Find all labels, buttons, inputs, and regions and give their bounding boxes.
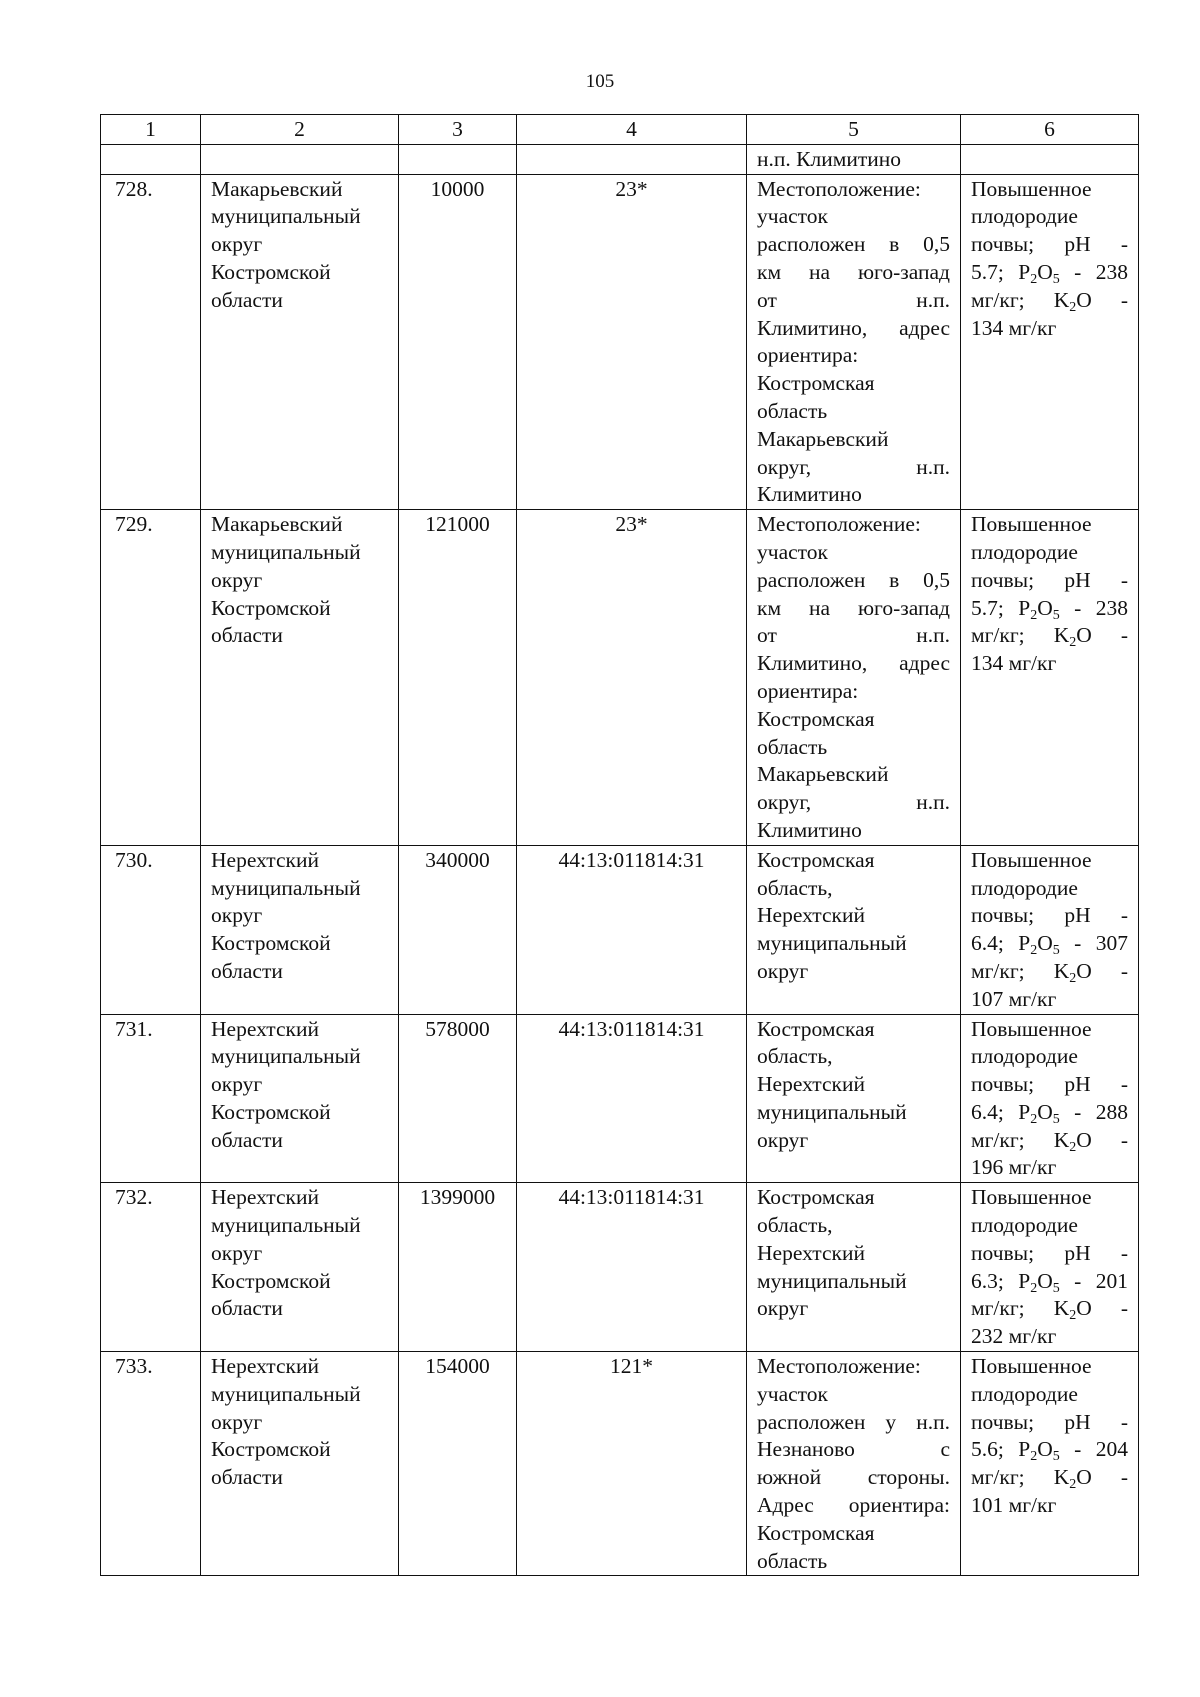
- soil-p2o5-line: 6.4; $P_2O_5 - 307$: [971, 931, 1128, 959]
- soil-line: плодородие: [971, 1044, 1078, 1069]
- column-header: 6: [961, 115, 1139, 145]
- soil-line: Повышенное: [971, 512, 1092, 537]
- soil-k2o-value: 101 мг/кг: [971, 1493, 1057, 1518]
- district-line: муниципальный: [211, 539, 361, 564]
- soil-line: плодородие: [971, 1381, 1078, 1406]
- soil-p2o5-value: 201: [1095, 1268, 1128, 1293]
- soil-ph-value: 5.7;: [971, 259, 1004, 284]
- district-line: муниципальный: [211, 875, 361, 900]
- soil-line: плодородие: [971, 204, 1078, 229]
- district-line: округ: [211, 232, 263, 257]
- location-line: Климитино, адрес: [757, 315, 950, 340]
- soil-p2o5-line: 5.7; $P_2O_5 - 238$: [971, 259, 1128, 287]
- soil-line: плодородие: [971, 539, 1078, 564]
- location-line: Костромская: [757, 706, 875, 731]
- location-line: участок: [757, 204, 828, 229]
- soil-ph-line: [971, 1071, 1128, 1099]
- soil-ph-value: 6.4;: [971, 931, 1004, 956]
- location-line: область: [757, 398, 828, 423]
- soil-word: pH: [1064, 567, 1091, 592]
- area-cell: 121000: [399, 510, 517, 846]
- location-line: Незнаново с: [757, 1437, 950, 1462]
- location-line: участок: [757, 539, 828, 564]
- location-line: область: [757, 1548, 828, 1573]
- location-line: ориентира:: [757, 678, 859, 703]
- location-line: муниципальный: [757, 931, 907, 956]
- soil-p2o5-value: 204: [1095, 1437, 1128, 1462]
- table-row: [101, 845, 1139, 1014]
- location-line: округ: [757, 1127, 809, 1152]
- soil-p2o5-line: 6.3; $P_2O_5 - 201$: [971, 1268, 1128, 1296]
- soil-k2o-value: 196 мг/кг: [971, 1155, 1057, 1180]
- soil-k2o-value: 232 мг/кг: [971, 1324, 1057, 1349]
- cadastral-number-cell: 23*: [517, 174, 747, 510]
- row-number-cell: 728.: [101, 174, 201, 510]
- district-line: Нерехтский: [211, 1016, 319, 1041]
- district-line: муниципальный: [211, 204, 361, 229]
- table-row: [101, 1352, 1139, 1576]
- district-line: Нерехтский: [211, 1185, 319, 1210]
- district-line: округ: [211, 1409, 263, 1434]
- location-cell: н.п. Климитино: [747, 144, 961, 174]
- location-cell: [747, 1352, 961, 1576]
- location-line: Климитино: [757, 482, 862, 507]
- row-number-cell: 733.: [101, 1352, 201, 1576]
- district-line: Костромской: [211, 1099, 331, 1124]
- district-cell: [201, 1014, 399, 1183]
- table-row: [101, 510, 1139, 846]
- table-row: [101, 1014, 1139, 1183]
- soil-k2o-line: мг/кг; $K_2O$ -: [971, 287, 1128, 315]
- soil-word: pH: [1064, 903, 1091, 928]
- area-cell: 154000: [399, 1352, 517, 1576]
- soil-ph-line: [971, 902, 1128, 930]
- soil-k2o-line: мг/кг; $K_2O$ -: [971, 623, 1128, 651]
- soil-k2o-value: 107 мг/кг: [971, 986, 1057, 1011]
- soil-ph-line: [971, 567, 1128, 595]
- soil-word: почвы;: [971, 567, 1035, 592]
- district-line: Макарьевский: [211, 176, 343, 201]
- table-row: [101, 174, 1139, 510]
- location-line: расположен у н.п.: [757, 1409, 950, 1434]
- location-line: участок: [757, 1381, 828, 1406]
- district-line: Нерехтский: [211, 1354, 319, 1379]
- district-cell: [201, 1352, 399, 1576]
- soil-line: Повышенное: [971, 1016, 1092, 1041]
- district-cell: [201, 1183, 399, 1352]
- district-line: округ: [211, 1072, 263, 1097]
- cadastral-number-cell: 23*: [517, 510, 747, 846]
- soil-word: pH: [1064, 1409, 1091, 1434]
- location-line: южной стороны.: [757, 1465, 950, 1490]
- location-line: расположен в 0,5: [757, 232, 950, 257]
- soil-word: почвы;: [971, 1409, 1035, 1434]
- row-number-cell: 731.: [101, 1014, 201, 1183]
- location-line: от н.п.: [757, 623, 950, 648]
- location-line: км на юго-запад: [757, 595, 950, 620]
- column-header: 3: [399, 115, 517, 145]
- soil-k2o-line: мг/кг; $K_2O$ -: [971, 1127, 1128, 1155]
- location-line: Костромская: [757, 1016, 875, 1041]
- soil-p2o5-line: 5.7; $P_2O_5 - 238$: [971, 595, 1128, 623]
- soil-line: плодородие: [971, 875, 1078, 900]
- column-header: 5: [747, 115, 961, 145]
- soil-word: почвы;: [971, 232, 1035, 257]
- location-line: от н.п.: [757, 287, 950, 312]
- location-line: Нерехтский: [757, 1072, 865, 1097]
- district-cell: [201, 510, 399, 846]
- soil-ph-line: [971, 231, 1128, 259]
- soil-k2o-line: мг/кг; $K_2O$ -: [971, 1296, 1128, 1324]
- district-line: Нерехтский: [211, 847, 319, 872]
- soil-k2o-value: 134 мг/кг: [971, 651, 1057, 676]
- district-line: Костромской: [211, 931, 331, 956]
- soil-word: pH: [1064, 1072, 1091, 1097]
- location-cell: [747, 510, 961, 846]
- soil-line: плодородие: [971, 1213, 1078, 1238]
- soil-word: pH: [1064, 232, 1091, 257]
- area-cell: 578000: [399, 1014, 517, 1183]
- soil-word: -: [1120, 567, 1129, 592]
- location-cell: [747, 174, 961, 510]
- soil-word: почвы;: [971, 1072, 1035, 1097]
- soil-k2o-line: мг/кг; $K_2O$ -: [971, 1465, 1128, 1493]
- soil-word: -: [1120, 232, 1129, 257]
- location-line: область: [757, 734, 828, 759]
- cadastral-number-cell: 44:13:011814:31: [517, 845, 747, 1014]
- area-cell: 1399000: [399, 1183, 517, 1352]
- district-line: Костромской: [211, 259, 331, 284]
- soil-characteristics-cell: [961, 845, 1139, 1014]
- district-line: муниципальный: [211, 1381, 361, 1406]
- location-line: Климитино, адрес: [757, 651, 950, 676]
- location-line: Местоположение:: [757, 512, 921, 537]
- district-line: области: [211, 1127, 283, 1152]
- soil-p2o5-value: 238: [1095, 259, 1128, 284]
- soil-p2o5-line: 6.4; $P_2O_5 - 288$: [971, 1099, 1128, 1127]
- district-line: области: [211, 287, 283, 312]
- location-line: область,: [757, 1044, 833, 1069]
- page-number: 105: [585, 71, 615, 92]
- cadastral-number-cell: 121*: [517, 1352, 747, 1576]
- district-line: округ: [211, 1240, 263, 1265]
- soil-p2o5-line: 5.6; $P_2O_5 - 204$: [971, 1437, 1128, 1465]
- location-line: Местоположение:: [757, 176, 921, 201]
- district-line: Костромской: [211, 595, 331, 620]
- district-line: округ: [211, 903, 263, 928]
- district-line: области: [211, 623, 283, 648]
- location-line: ориентира:: [757, 343, 859, 368]
- soil-p2o5-value: 288: [1095, 1099, 1128, 1124]
- soil-characteristics-cell: [961, 174, 1139, 510]
- soil-p2o5-value: 238: [1095, 595, 1128, 620]
- continuation-row: [101, 144, 1139, 174]
- location-line: Климитино: [757, 817, 862, 842]
- district-line: области: [211, 1296, 283, 1321]
- soil-word: почвы;: [971, 903, 1035, 928]
- location-line: Адрес ориентира:: [757, 1493, 950, 1518]
- location-line: расположен в 0,5: [757, 567, 950, 592]
- location-line: км на юго-запад: [757, 259, 950, 284]
- soil-word: -: [1120, 1240, 1129, 1265]
- row-number-cell: 732.: [101, 1183, 201, 1352]
- location-line: муниципальный: [757, 1268, 907, 1293]
- soil-ph-line: [971, 1240, 1128, 1268]
- soil-characteristics-cell: [961, 510, 1139, 846]
- district-line: Макарьевский: [211, 512, 343, 537]
- location-line: Костромская: [757, 1185, 875, 1210]
- soil-ph-value: 5.7;: [971, 595, 1004, 620]
- soil-word: -: [1120, 903, 1129, 928]
- row-number-cell: 729.: [101, 510, 201, 846]
- location-line: округ: [757, 958, 809, 983]
- cadastral-number-cell: 44:13:011814:31: [517, 1014, 747, 1183]
- soil-line: Повышенное: [971, 847, 1092, 872]
- soil-characteristics-cell: [961, 1352, 1139, 1576]
- soil-word: pH: [1064, 1240, 1091, 1265]
- location-line: область,: [757, 1213, 833, 1238]
- soil-line: Повышенное: [971, 176, 1092, 201]
- district-cell: [201, 845, 399, 1014]
- table-row: [101, 1183, 1139, 1352]
- location-line: Нерехтский: [757, 1240, 865, 1265]
- location-line: округ, н.п.: [757, 454, 950, 479]
- soil-characteristics-cell: [961, 1183, 1139, 1352]
- soil-ph-value: 5.6;: [971, 1437, 1004, 1462]
- location-cell: [747, 845, 961, 1014]
- location-cell: [747, 1014, 961, 1183]
- district-line: муниципальный: [211, 1213, 361, 1238]
- column-header: 1: [101, 115, 201, 145]
- location-cell: [747, 1183, 961, 1352]
- soil-characteristics-cell: [961, 1014, 1139, 1183]
- location-line: область,: [757, 875, 833, 900]
- soil-word: -: [1120, 1072, 1129, 1097]
- soil-line: Повышенное: [971, 1354, 1092, 1379]
- location-line: Костромская: [757, 847, 875, 872]
- location-line: Костромская: [757, 1520, 875, 1545]
- soil-word: -: [1120, 1409, 1129, 1434]
- area-cell: 340000: [399, 845, 517, 1014]
- land-plots-table: [100, 114, 1139, 1576]
- soil-k2o-value: 134 мг/кг: [971, 315, 1057, 340]
- district-line: Костромской: [211, 1437, 331, 1462]
- soil-word: почвы;: [971, 1240, 1035, 1265]
- column-header: 4: [517, 115, 747, 145]
- area-cell: 10000: [399, 174, 517, 510]
- soil-p2o5-value: 307: [1095, 931, 1128, 956]
- soil-ph-value: 6.3;: [971, 1268, 1004, 1293]
- location-line: Костромская: [757, 371, 875, 396]
- location-line: Местоположение:: [757, 1354, 921, 1379]
- district-line: округ: [211, 567, 263, 592]
- district-line: Костромской: [211, 1268, 331, 1293]
- cadastral-number-cell: 44:13:011814:31: [517, 1183, 747, 1352]
- location-line: Нерехтский: [757, 903, 865, 928]
- district-line: области: [211, 958, 283, 983]
- district-line: муниципальный: [211, 1044, 361, 1069]
- soil-k2o-line: мг/кг; $K_2O$ -: [971, 958, 1128, 986]
- district-line: области: [211, 1465, 283, 1490]
- soil-line: Повышенное: [971, 1185, 1092, 1210]
- location-line: округ: [757, 1296, 809, 1321]
- location-line: Макарьевский: [757, 426, 889, 451]
- location-line: муниципальный: [757, 1099, 907, 1124]
- soil-ph-line: [971, 1409, 1128, 1437]
- soil-ph-value: 6.4;: [971, 1099, 1004, 1124]
- column-header: 2: [201, 115, 399, 145]
- column-header-row: [101, 115, 1139, 145]
- row-number-cell: 730.: [101, 845, 201, 1014]
- location-line: округ, н.п.: [757, 790, 950, 815]
- location-line: Макарьевский: [757, 762, 889, 787]
- district-cell: [201, 174, 399, 510]
